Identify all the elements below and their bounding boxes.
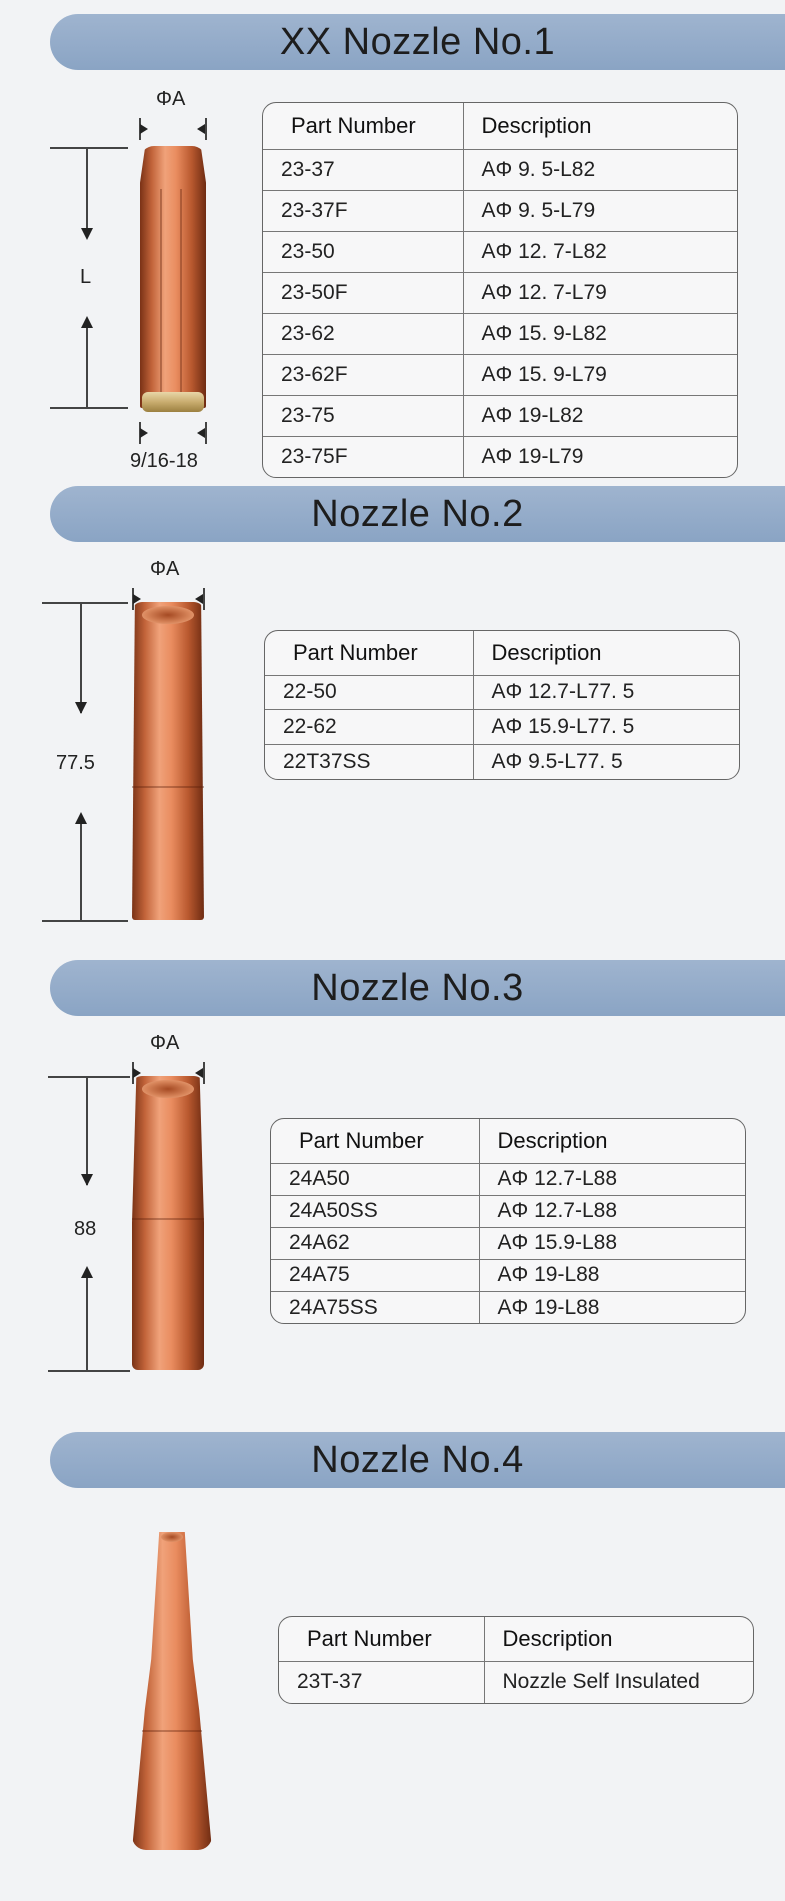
part-number-cell: 23-50 [263,231,463,272]
section-title: XX Nozzle No.1 [279,21,556,63]
dim-extension [50,147,128,149]
description-cell: AΦ 15.9-L77. 5 [473,710,739,745]
parts-table [270,1118,746,1324]
parts-table [264,630,740,780]
length-label: 77.5 [56,752,95,774]
parts-table [262,102,738,478]
arrow-down-icon [75,702,87,714]
description-cell: AΦ 9. 5-L79 [463,190,737,231]
description-cell: AΦ 19-L88 [479,1259,745,1291]
dim-tick [203,1062,205,1084]
col-header-part-number: Part Number [291,112,416,138]
section-nozzle-3 [0,960,785,1400]
description-cell: AΦ 19-L79 [463,437,737,477]
thread-ring [142,392,204,412]
table-row [271,1227,745,1259]
table-row [279,1661,753,1703]
arrow-down-icon [81,228,93,240]
dim-line [86,328,88,408]
description-cell: AΦ 12.7-L88 [479,1195,745,1227]
description-cell: AΦ 12.7-L77. 5 [473,675,739,710]
arrow-left-icon [197,124,205,134]
part-number-cell: 24A75 [271,1259,479,1291]
part-number-cell: 23-62 [263,313,463,354]
col-header-part-number: Part Number [307,1625,432,1651]
nozzle-1-image [140,146,206,408]
part-number-cell: 23-62F [263,354,463,395]
nozzle-3-image [132,1076,204,1370]
table-row [271,1195,745,1227]
nozzle-4-image [132,1532,212,1850]
arrow-down-icon [81,1174,93,1186]
description-cell: AΦ 19-L88 [479,1292,745,1324]
col-header-part-number: Part Number [299,1127,424,1153]
table-row [265,710,739,745]
nozzle-band [142,1730,202,1732]
dim-tick [205,118,207,140]
arrow-right-icon [140,428,148,438]
part-number-cell: 23-37 [263,149,463,190]
table-row [263,354,737,395]
section-title: Nozzle No.3 [311,967,524,1009]
section-nozzle-2 [0,486,785,946]
dim-extension [50,407,128,409]
col-header-description: Description [463,103,737,149]
table-row [263,272,737,313]
dim-tick [203,588,205,610]
dim-extension [48,1370,130,1372]
table-row [265,745,739,779]
dim-line [80,603,82,713]
description-cell: AΦ 15. 9-L79 [463,354,737,395]
col-header-description: Description [479,1119,745,1163]
table-row [265,675,739,710]
description-cell: AΦ 12.7-L88 [479,1163,745,1195]
dim-line [86,148,88,238]
arrow-up-icon [81,1266,93,1278]
description-cell: AΦ 19-L82 [463,396,737,437]
part-number-cell: 24A50 [271,1163,479,1195]
description-cell: AΦ 9. 5-L82 [463,149,737,190]
table-row [263,231,737,272]
part-number-cell: 23-75 [263,396,463,437]
nozzle-rib [160,189,162,399]
nozzle-mouth [161,1532,183,1542]
diameter-label: ΦA [150,558,180,580]
part-number-cell: 22-62 [265,710,473,745]
description-cell: AΦ 12. 7-L79 [463,272,737,313]
part-number-cell: 24A50SS [271,1195,479,1227]
col-header-part-number: Part Number [293,639,418,665]
table-row [263,396,737,437]
table-row [263,149,737,190]
diameter-label: ΦA [156,88,186,110]
part-number-cell: 23-75F [263,437,463,477]
section-title: Nozzle No.4 [311,1439,524,1481]
description-cell: Nozzle Self Insulated [484,1661,753,1703]
nozzle-rib [180,189,182,399]
description-cell: AΦ 9.5-L77. 5 [473,745,739,779]
part-number-cell: 24A75SS [271,1292,479,1324]
dim-line [86,1077,88,1185]
section-title: Nozzle No.2 [311,493,524,535]
description-cell: AΦ 15.9-L88 [479,1227,745,1259]
part-number-cell: 22T37SS [265,745,473,779]
thread-label: 9/16-18 [130,450,198,472]
arrow-up-icon [81,316,93,328]
diameter-label: ΦA [150,1032,180,1054]
part-number-cell: 23-50F [263,272,463,313]
table-row [263,437,737,477]
part-number-cell: 23-37F [263,190,463,231]
table-row [263,313,737,354]
dim-extension [42,920,128,922]
section-nozzle-4 [0,1432,785,1892]
col-header-description: Description [473,631,739,675]
dim-line [86,1278,88,1370]
description-cell: AΦ 15. 9-L82 [463,313,737,354]
dim-extension [48,1076,130,1078]
nozzle-mouth [142,1080,194,1098]
nozzle-band [132,786,204,788]
arrow-right-icon [140,124,148,134]
arrow-up-icon [75,812,87,824]
nozzle-band [132,1218,204,1220]
arrow-left-icon [197,428,205,438]
nozzle-2-image [132,602,204,920]
dim-tick [205,422,207,444]
dim-extension [42,602,128,604]
dim-line [80,824,82,920]
col-header-description: Description [484,1617,753,1661]
table-row [271,1163,745,1195]
table-row [271,1259,745,1291]
table-row [271,1292,745,1324]
nozzle-mouth [142,606,194,624]
part-number-cell: 22-50 [265,675,473,710]
length-label: L [80,266,92,288]
section-nozzle-1 [0,14,785,484]
part-number-cell: 24A62 [271,1227,479,1259]
description-cell: AΦ 12. 7-L82 [463,231,737,272]
length-label: 88 [74,1218,97,1240]
part-number-cell: 23T-37 [279,1661,484,1703]
table-row [263,190,737,231]
parts-table [278,1616,754,1704]
